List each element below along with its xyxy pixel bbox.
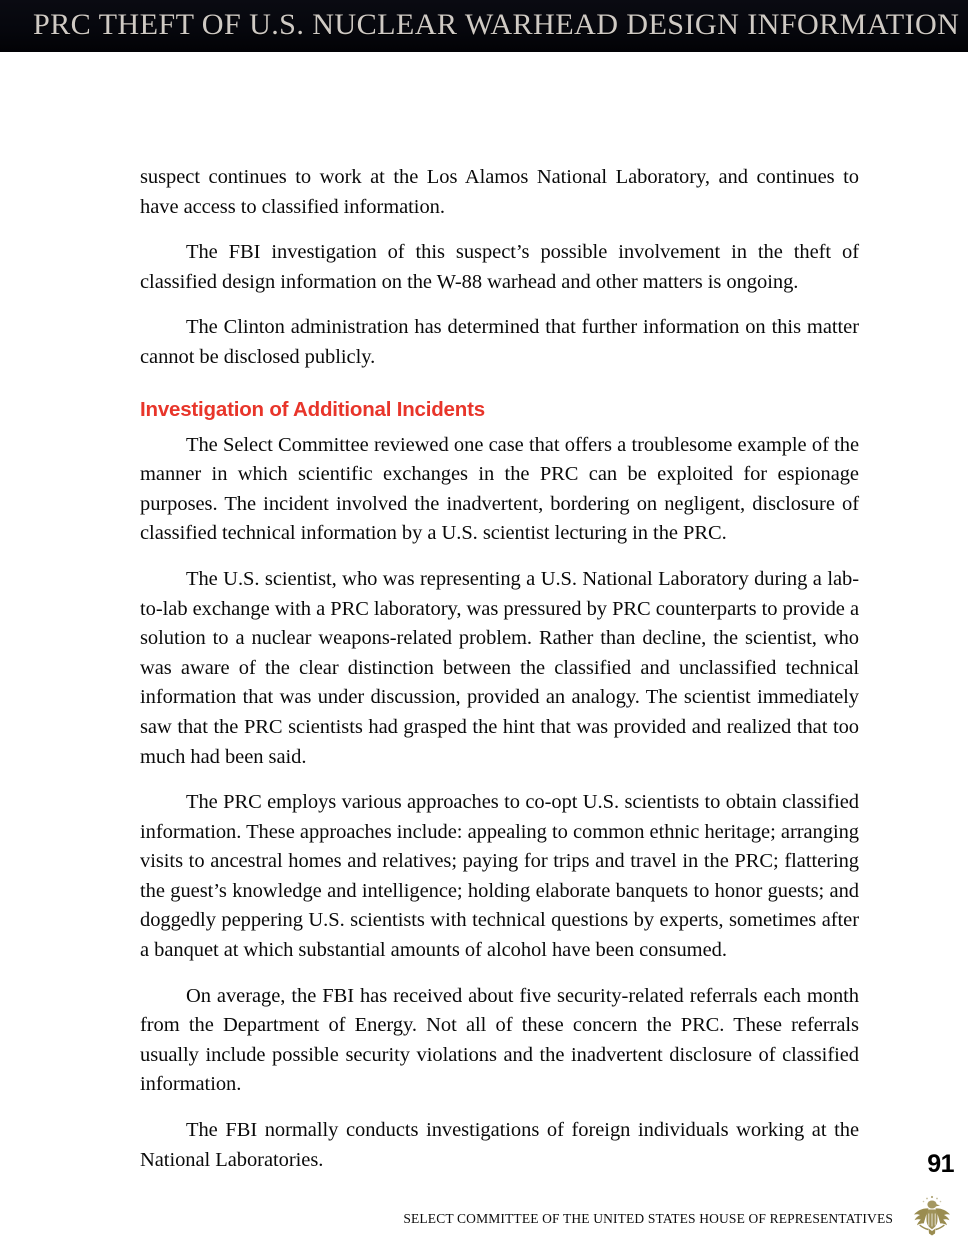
page-header-band bbox=[0, 0, 968, 52]
page-header-title: PRC THEFT OF U.S. NUCLEAR WARHEAD DESIGN INFORMATION bbox=[33, 8, 960, 41]
paragraph-fbi-normally: The FBI normally conducts investigations of foreign individuals working at the National Laboratories. bbox=[140, 1119, 859, 1171]
paragraph-on-average: On average, the FBI has received about five security-related referrals each month from the Department of Energy. Not all of these concern the PRC. These referrals usually include possible security violations and the inadvertent disclosure of classified information. bbox=[140, 984, 859, 1096]
eagle-seal-icon bbox=[906, 1190, 958, 1242]
paragraph-clinton-administration: The Clinton administration has determined that further information on this matter cannot be disclosed publicly. bbox=[140, 316, 859, 368]
paragraph-us-scientist: The U.S. scientist, who was representing a U.S. National Laboratory during a lab-to-lab exchange with a PRC laboratory, was pressured by PRC counterparts to provide a solution to a nuclear weapons-related problem. Rather than decline, the scientist, who was aware of the clear distinction between the classified and unclassified technical information that was under discussion, provided an analogy. The scientist immediately saw that the PRC scientists had grasped the hint that was provided and realized that too much had been said. bbox=[140, 567, 859, 768]
page-number: 91 bbox=[927, 1150, 954, 1178]
section-heading-additional-incidents: Investigation of Additional Incidents bbox=[140, 397, 485, 421]
document-text-column bbox=[140, 163, 859, 1175]
spacer-after-heading bbox=[140, 423, 859, 431]
paragraph-prc-employs: The PRC employs various approaches to co-opt U.S. scientists to obtain classified information. These approaches include: appealing to common ethnic heritage; arranging visits to ancestral homes and relatives; paying for trips and travel in the PRC; flattering the guest’s knowledge and intelligence; holding elaborate banquets to honor guests; and doggedly peppering U.S. scientists with technical questions by experts, sometimes after a banquet at which substantial amounts of alcohol have been consumed. bbox=[140, 791, 859, 962]
spacer-before-heading bbox=[140, 373, 859, 397]
paragraph-select-committee-reviewed: The Select Committee reviewed one case that offers a troublesome example of the manner in which scientific exchanges in the PRC can be exploited for espionage purposes. The incident involved the inadvertent, bordering on negligent, disclosure of classified technical information by a U.S. scientist lecturing in the PRC. bbox=[140, 433, 859, 545]
footer-committee-line: SELECT COMMITTEE OF THE UNITED STATES HOUSE OF REPRESENTATIVES bbox=[403, 1211, 893, 1226]
paragraph-fbi-investigation: The FBI investigation of this suspect’s possible involvement in the theft of classified design information on the W-88 warhead and other matters is ongoing. bbox=[140, 241, 859, 293]
paragraph-suspect-continues: suspect continues to work at the Los Alamos National Laboratory, and continues to have access to classified information. bbox=[140, 166, 859, 218]
